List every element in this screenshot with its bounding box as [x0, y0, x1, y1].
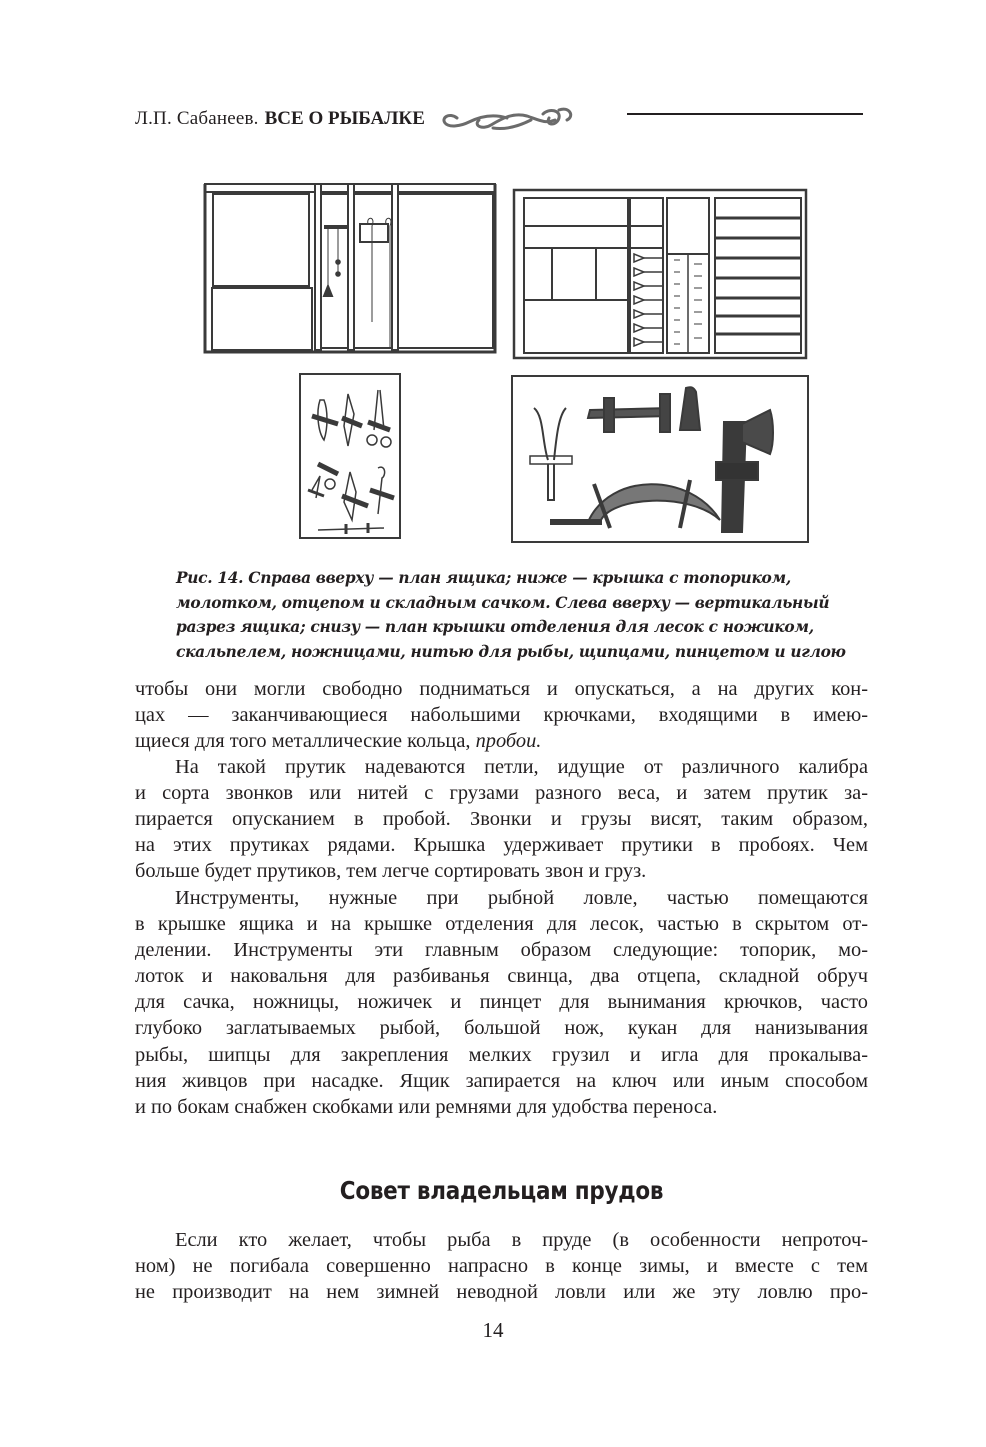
caption-line: молотком, отцепом и складным сачком. Слева вверху — вертикальный [176, 593, 830, 612]
body-paragraph-3 [135, 885, 868, 1120]
figure-box-plan [512, 188, 808, 360]
caption-line: разрез ящика; снизу — план крышки отделения для лесок с ножиком, [176, 618, 814, 636]
body-paragraph-2 [135, 754, 868, 884]
text-line: для сачка, ножницы, ножичек и пинцет для вынимания крючков, часто [135, 991, 868, 1014]
caption-line: скальпелем, ножницами, нитью для рыбы, щипцами, пинцетом и иглою [176, 642, 846, 661]
text-span: щиеся для того металлические кольца, [135, 730, 476, 753]
text-line: на этих прутиках рядами. Крышка удерживает прутики в пробоях. Чем [135, 834, 868, 857]
figure-line-compartment-lid [298, 372, 402, 540]
caption-line: Рис. 14. Справа вверху — план ящика; ниже — крышка с топориком, [176, 569, 791, 587]
text-line: цах — заканчивающиеся набольшими крючками, входящими в имею- [135, 704, 868, 727]
page-number: 14 [482, 1318, 504, 1342]
running-head-book-title: ВСЕ О РЫБАЛКЕ [264, 108, 425, 129]
text-line [135, 728, 868, 754]
text-line: На такой прутик надеваются петли, идущие от различного калибра [175, 756, 868, 778]
text-line: Инструменты, нужные при рыбной ловле, частью помещаются [175, 887, 868, 909]
text-line: и по бокам снабжен скобками или ремнями для удобства переноса. [135, 1095, 718, 1118]
figure-caption [176, 566, 866, 664]
running-head-rule [627, 113, 863, 115]
italic-term: пробои. [475, 730, 542, 753]
text-line: ния живцов при насадке. Ящик запирается на ключ или иным способом [135, 1069, 868, 1092]
flourish-ornament-icon [439, 104, 579, 134]
figure-box-lid-tools [510, 372, 810, 544]
text-line: и сорта звонков или нитей с грузами разного веса, и затем прутик за- [135, 782, 868, 805]
running-head-author: Л.П. Сабанеев. [135, 108, 259, 129]
section-paragraph [135, 1227, 868, 1305]
text-line: больше будет прутиков, тем легче сортировать звон и груз. [135, 860, 647, 883]
text-line: пирается опусканием в пробой. Звонки и грузы висят, таким образом, [135, 808, 868, 831]
figure-vertical-section [200, 182, 500, 362]
section-heading: Совет владельцам прудов [339, 1176, 664, 1205]
text-line: рыбы, шипцы для закрепления мелких грузил и игла для прокалыва- [135, 1043, 868, 1066]
text-line: чтобы они могли свободно подниматься и опускаться, а на других кон- [135, 678, 868, 700]
text-line: не производит на нем зимней неводной ловли или же эту ловлю про- [135, 1281, 868, 1304]
text-line: Если кто желает, чтобы рыба в пруде (в особенности непроточ- [175, 1229, 868, 1251]
box-vertical-section-drawing [200, 182, 500, 362]
text-line: в крышке ящика и на крышке отделения для лесок, частью в скрытом от- [135, 913, 868, 936]
box-lid-tools-drawing [510, 372, 810, 544]
body-paragraph-1 [135, 676, 868, 754]
text-line: ном) не погибала совершенно напрасно в конце зимы, и вместе с тем [135, 1255, 868, 1278]
running-head [135, 104, 579, 134]
text-line: глубоко заглатываемых рыбой, большой нож, кукан для нанизывания [135, 1017, 868, 1040]
line-compartment-lid-drawing [298, 372, 402, 540]
text-line: делении. Инструменты эти главным образом следующие: топорик, мо- [135, 939, 868, 962]
text-line: лоток и наковальня для разбиванья свинца, два отцепа, складной обруч [135, 965, 868, 988]
box-plan-drawing [512, 188, 808, 360]
